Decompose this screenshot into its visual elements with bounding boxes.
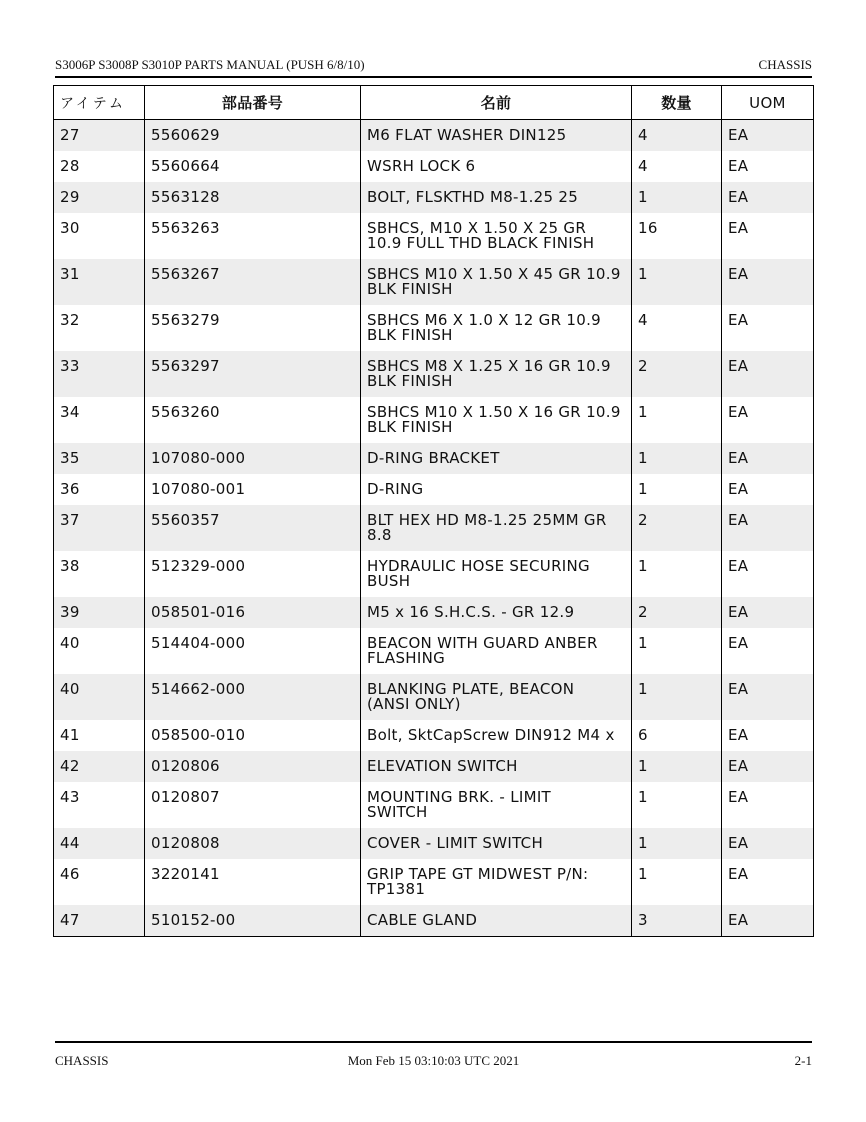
quantity: 4 — [632, 305, 722, 351]
part-name — [361, 828, 632, 859]
item-number: 40 — [54, 674, 145, 720]
part-number: 058501-016 — [145, 597, 361, 628]
quantity: 2 — [632, 505, 722, 551]
quantity: 1 — [632, 628, 722, 674]
header-rule — [55, 76, 812, 78]
part-number: 0120806 — [145, 751, 361, 782]
part-name-line: D-RING BRACKET — [367, 449, 500, 467]
footer-rule — [55, 1041, 812, 1043]
item-number: 30 — [54, 213, 145, 259]
item-number: 44 — [54, 828, 145, 859]
item-number: 32 — [54, 305, 145, 351]
item-number: 47 — [54, 905, 145, 937]
part-number: 5563279 — [145, 305, 361, 351]
uom: EA — [722, 905, 814, 937]
part-number: 5563297 — [145, 351, 361, 397]
part-number: 514404-000 — [145, 628, 361, 674]
part-name-line: M6 FLAT WASHER DIN125 — [367, 126, 567, 144]
part-name-line: SBHCS, M10 X 1.50 X 25 GR — [367, 219, 587, 237]
uom: EA — [722, 259, 814, 305]
part-name-line: SBHCS M10 X 1.50 X 45 GR 10.9 — [367, 265, 621, 283]
quantity: 6 — [632, 720, 722, 751]
part-name — [361, 628, 632, 674]
part-name — [361, 551, 632, 597]
uom: EA — [722, 782, 814, 828]
part-number: 512329-000 — [145, 551, 361, 597]
part-number: 514662-000 — [145, 674, 361, 720]
part-name-line-2: SWITCH — [367, 803, 428, 821]
item-number: 34 — [54, 397, 145, 443]
table-row — [54, 182, 814, 213]
item-number: 43 — [54, 782, 145, 828]
table-header-row — [54, 86, 814, 120]
part-name — [361, 120, 632, 152]
footer-section: CHASSIS — [55, 1053, 109, 1068]
item-number: 27 — [54, 120, 145, 152]
table-row — [54, 151, 814, 182]
part-name — [361, 674, 632, 720]
parts-table — [53, 85, 814, 937]
part-number: 0120807 — [145, 782, 361, 828]
uom: EA — [722, 505, 814, 551]
part-name-line-2: 8.8 — [367, 526, 392, 544]
table-row — [54, 259, 814, 305]
part-name — [361, 351, 632, 397]
part-number: 5560357 — [145, 505, 361, 551]
table-row — [54, 120, 814, 152]
quantity: 1 — [632, 751, 722, 782]
column-header-quantity: 数量 — [632, 86, 722, 120]
footer-timestamp: Mon Feb 15 03:10:03 UTC 2021 — [347, 1053, 520, 1068]
part-name — [361, 397, 632, 443]
item-number: 29 — [54, 182, 145, 213]
part-name — [361, 905, 632, 937]
uom: EA — [722, 397, 814, 443]
part-name — [361, 151, 632, 182]
part-name-line-2: BLK FINISH — [367, 326, 453, 344]
uom: EA — [722, 120, 814, 152]
quantity: 4 — [632, 120, 722, 152]
part-name-line: BLT HEX HD M8-1.25 25MM GR — [367, 511, 607, 529]
part-name-line-2: BLK FINISH — [367, 280, 453, 298]
part-name-line-2: 10.9 FULL THD BLACK FINISH — [367, 234, 595, 252]
part-name-line: BOLT, FLSKTHD M8-1.25 25 — [367, 188, 579, 206]
table-row — [54, 597, 814, 628]
table-row — [54, 397, 814, 443]
item-number: 38 — [54, 551, 145, 597]
part-name — [361, 505, 632, 551]
part-name-line: WSRH LOCK 6 — [367, 157, 476, 175]
part-number: 5563263 — [145, 213, 361, 259]
quantity: 1 — [632, 674, 722, 720]
section-name: CHASSIS — [758, 57, 812, 72]
part-name-line: CABLE GLAND — [367, 911, 478, 929]
column-header-item: アイテム — [54, 86, 145, 120]
item-number: 39 — [54, 597, 145, 628]
quantity: 2 — [632, 597, 722, 628]
part-name — [361, 597, 632, 628]
uom: EA — [722, 720, 814, 751]
part-number: 510152-00 — [145, 905, 361, 937]
quantity: 3 — [632, 905, 722, 937]
quantity: 1 — [632, 551, 722, 597]
part-name — [361, 859, 632, 905]
quantity: 1 — [632, 828, 722, 859]
quantity: 1 — [632, 443, 722, 474]
part-name-line: SBHCS M6 X 1.0 X 12 GR 10.9 — [367, 311, 601, 329]
manual-title: S3006P S3008P S3010P PARTS MANUAL (PUSH 6/8/10) — [55, 57, 365, 72]
table-row — [54, 674, 814, 720]
table-row — [54, 859, 814, 905]
part-number: 5563267 — [145, 259, 361, 305]
item-number: 31 — [54, 259, 145, 305]
table-row — [54, 905, 814, 937]
table-row — [54, 628, 814, 674]
uom: EA — [722, 751, 814, 782]
table-row — [54, 305, 814, 351]
part-number: 0120808 — [145, 828, 361, 859]
quantity: 1 — [632, 474, 722, 505]
uom: EA — [722, 628, 814, 674]
part-name-line-2: BLK FINISH — [367, 372, 453, 390]
table-row — [54, 782, 814, 828]
part-name — [361, 474, 632, 505]
part-number: 5560629 — [145, 120, 361, 152]
part-name-line: M5 x 16 S.H.C.S. - GR 12.9 — [367, 603, 575, 621]
part-name — [361, 213, 632, 259]
item-number: 40 — [54, 628, 145, 674]
part-name-line: Bolt, SktCapScrew DIN912 M4 x — [367, 726, 615, 744]
item-number: 28 — [54, 151, 145, 182]
quantity: 1 — [632, 259, 722, 305]
part-number: 107080-001 — [145, 474, 361, 505]
part-number: 5563128 — [145, 182, 361, 213]
quantity: 1 — [632, 782, 722, 828]
uom: EA — [722, 859, 814, 905]
part-name — [361, 720, 632, 751]
part-number: 3220141 — [145, 859, 361, 905]
part-name-line: MOUNTING BRK. - LIMIT — [367, 788, 552, 806]
part-name — [361, 782, 632, 828]
part-name-line-2: TP1381 — [367, 880, 426, 898]
part-name-line: ELEVATION SWITCH — [367, 757, 518, 775]
column-header-uom: UOM — [722, 86, 814, 120]
quantity: 1 — [632, 397, 722, 443]
part-name-line-2: BUSH — [367, 572, 411, 590]
part-name — [361, 182, 632, 213]
part-name — [361, 443, 632, 474]
uom: EA — [722, 213, 814, 259]
quantity: 16 — [632, 213, 722, 259]
table-row — [54, 213, 814, 259]
item-number: 37 — [54, 505, 145, 551]
item-number: 36 — [54, 474, 145, 505]
part-name — [361, 751, 632, 782]
part-name-line: BEACON WITH GUARD ANBER — [367, 634, 598, 652]
part-number: 058500-010 — [145, 720, 361, 751]
part-name — [361, 259, 632, 305]
part-name-line: BLANKING PLATE, BEACON — [367, 680, 575, 698]
item-number: 41 — [54, 720, 145, 751]
uom: EA — [722, 443, 814, 474]
part-name — [361, 305, 632, 351]
item-number: 33 — [54, 351, 145, 397]
part-name-line: SBHCS M8 X 1.25 X 16 GR 10.9 — [367, 357, 611, 375]
page-header — [55, 57, 812, 76]
quantity: 2 — [632, 351, 722, 397]
item-number: 46 — [54, 859, 145, 905]
table-row — [54, 551, 814, 597]
column-header-part-number: 部品番号 — [145, 86, 361, 120]
quantity: 1 — [632, 182, 722, 213]
part-number: 5560664 — [145, 151, 361, 182]
quantity: 1 — [632, 859, 722, 905]
uom: EA — [722, 474, 814, 505]
uom: EA — [722, 305, 814, 351]
part-name-line: HYDRAULIC HOSE SECURING — [367, 557, 590, 575]
uom: EA — [722, 351, 814, 397]
part-number: 5563260 — [145, 397, 361, 443]
item-number: 42 — [54, 751, 145, 782]
part-name-line: D-RING — [367, 480, 424, 498]
uom: EA — [722, 674, 814, 720]
part-name-line: GRIP TAPE GT MIDWEST P/N: — [367, 865, 589, 883]
quantity: 4 — [632, 151, 722, 182]
part-name-line-2: FLASHING — [367, 649, 446, 667]
part-number: 107080-000 — [145, 443, 361, 474]
uom: EA — [722, 597, 814, 628]
uom: EA — [722, 182, 814, 213]
uom: EA — [722, 151, 814, 182]
table-row — [54, 443, 814, 474]
part-name-line: SBHCS M10 X 1.50 X 16 GR 10.9 — [367, 403, 621, 421]
part-name-line-2: (ANSI ONLY) — [367, 695, 461, 713]
part-name-line: COVER - LIMIT SWITCH — [367, 834, 544, 852]
item-number: 35 — [54, 443, 145, 474]
table-row — [54, 474, 814, 505]
table-body — [54, 120, 814, 937]
table-row — [54, 720, 814, 751]
table-row — [54, 505, 814, 551]
uom: EA — [722, 551, 814, 597]
part-name-line-2: BLK FINISH — [367, 418, 453, 436]
table-row — [54, 751, 814, 782]
page-number: 2-1 — [794, 1053, 812, 1068]
page-footer — [55, 1053, 812, 1071]
column-header-name: 名前 — [361, 86, 632, 120]
table-row — [54, 828, 814, 859]
uom: EA — [722, 828, 814, 859]
table-row — [54, 351, 814, 397]
